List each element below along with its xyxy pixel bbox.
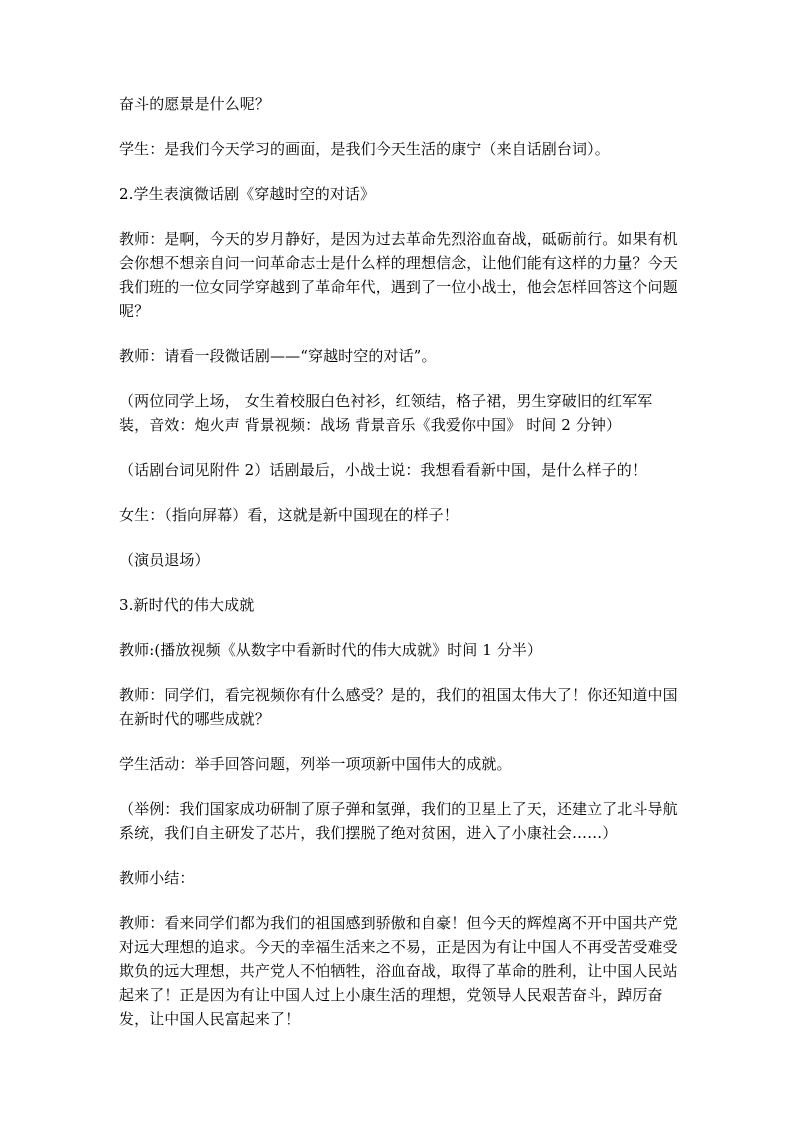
- paragraph-teacher-drama: 教师：请看一段微话剧——“穿越时空的对话”。: [119, 347, 437, 365]
- paragraph-teacher-summary: 教师：看来同学们都为我们的祖国感到骄傲和自豪！但今天的辉煌离不开中国共产党对远大理想的追求。今天的幸福生活来之不易，正是因为有让中国人不再受苦受难受欺负的远大理想，共产党人不怕牺牲，浴血奋战，取得了革命的胜利，让中国人民站起来了！正是因为有让中国人过上小康生活的理想，党领导人民艰苦奋斗，踔厉奋发，让中国人民富起来了！: [119, 914, 678, 1028]
- paragraph-examples: （举例：我们国家成功研制了原子弹和氢弹，我们的卫星上了天，还建立了北斗导航系统，我们自主研发了芯片，我们摆脱了绝对贫困，进入了小康社会……）: [119, 800, 678, 842]
- document-page: [119, 92, 679, 1052]
- paragraph-student-answer: 学生：是我们今天学习的画面，是我们今天生活的康宁（来自话剧台词）。: [119, 140, 610, 158]
- paragraph-play-video: 教师:(播放视频《从数字中看新时代的伟大成就》时间 1 分半）: [119, 641, 543, 659]
- paragraph-drama-ending: （话剧台词见附件 2）话剧最后，小战士说：我想看看新中国，是什么样子的！: [119, 461, 647, 479]
- paragraph-student-activity: 学生活动：举手回答问题，列举一项项新中国伟大的成就。: [119, 755, 512, 773]
- paragraph-vision-question: 奋斗的愿景是什么呢？: [119, 95, 271, 113]
- paragraph-summary-label: 教师小结：: [119, 869, 195, 887]
- paragraph-teacher-question: 教师：同学们，看完视频你有什么感受？是的，我们的祖国太伟大了！你还知道中国在新时代的哪些成就？: [119, 686, 678, 728]
- section-heading-micro-drama: 2.学生表演微话剧《穿越时空的对话》: [119, 185, 376, 203]
- paragraph-stage-directions: （两位同学上场， 女生着校服白色衬衫，红领结，格子裙，男生穿破旧的红军军装，音效：炮火声 背景视频：战场 背景音乐《我爱你中国》 时间 2 分钟）: [119, 392, 653, 434]
- paragraph-actors-exit: （演员退场）: [119, 551, 210, 569]
- paragraph-girl-line: 女生：（指向屏幕）看，这就是新中国现在的样子！: [119, 506, 459, 524]
- paragraph-teacher-intro: 教师：是啊，今天的岁月静好，是因为过去革命先烈浴血奋战，砥砺前行。如果有机会你想不想亲自问一问革命志士是什么样的理想信念，让他们能有这样的力量？今天我们班的一位女同学穿越到了革命年代，遇到了一位小战士，他会怎样回答这个问题呢？: [119, 230, 678, 320]
- section-heading-achievements: 3.新时代的伟大成就: [119, 596, 255, 614]
